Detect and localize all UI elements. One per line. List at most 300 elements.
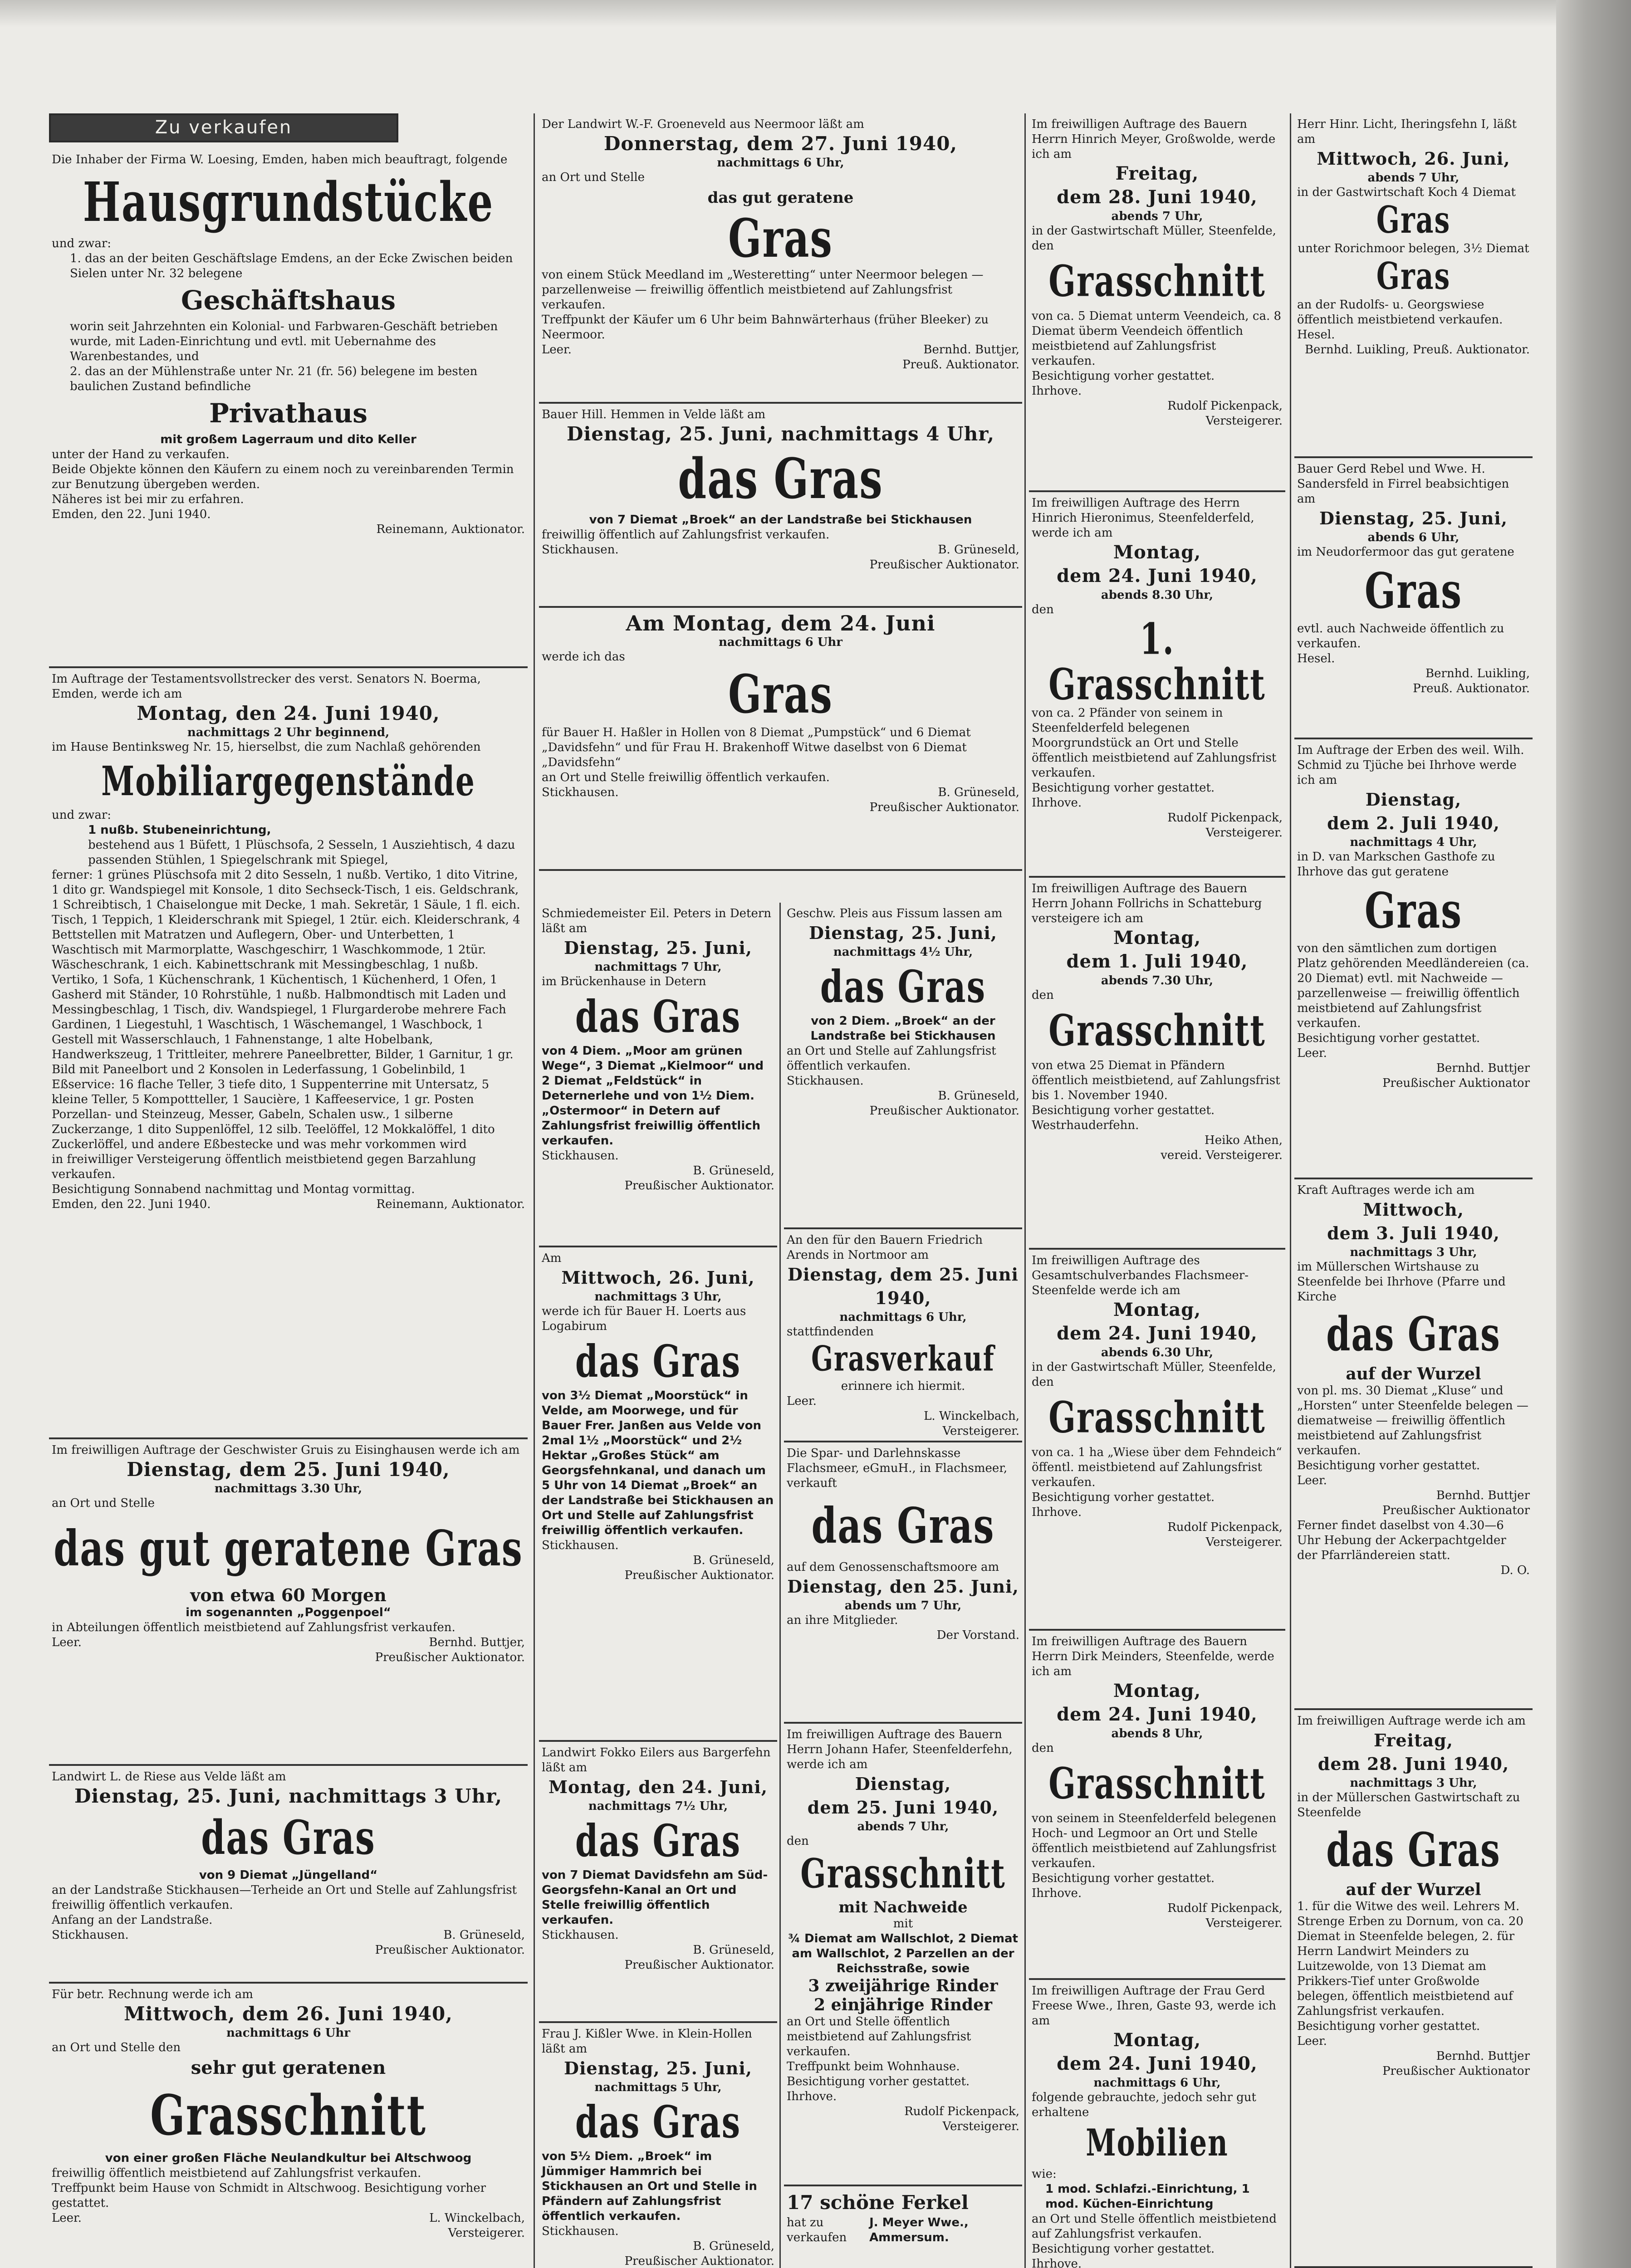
- ad-signature-title: Versteigerer.: [942, 1424, 1019, 1438]
- ad-intro: Herr Hinr. Licht, Iheringsfehn I, läßt am: [1297, 117, 1517, 146]
- ad-signature: Rudolf Pickenpack,: [1167, 811, 1283, 825]
- ad-place: im Hause Bentinksweg Nr. 15, hierselbst, die zum Nachlaß gehörenden: [52, 740, 481, 754]
- ad-signature: L. Winckelbach,: [924, 1409, 1019, 1423]
- ad-signature: Bernhd. Buttjer: [1436, 1488, 1530, 1502]
- ad-text: freiwillig öffentlich auf Zahlungsfrist verkaufen.: [542, 528, 830, 542]
- ad-subheadline: unter Rorichmoor belegen, 3½ Diemat: [1298, 242, 1529, 255]
- ad-location: Leer.: [787, 1394, 817, 1408]
- ad-text: von einem Stück Meedland im „Westeretting“ unter Neermoor belegen — parzellenweise — freiwillig öffentlich meistbietend auf Zahlungsfrist verkaufen.: [542, 268, 984, 312]
- ad-place: in der Gastwirtschaft Koch 4 Diemat: [1297, 186, 1516, 199]
- ad-headline: Gras: [728, 208, 833, 270]
- ad-intro: Landwirt L. de Riese aus Velde läßt am: [52, 1770, 286, 1784]
- ad-item: bestehend aus 1 Büfett, 1 Plüschsofa, 2 Sesseln, 1 Ausziehtisch, 4 dazu passenden Stühlen, 1 Spiegelschrank mit Spiegel,: [88, 838, 515, 867]
- ad-place: im Brückenhause in Detern: [542, 975, 706, 988]
- ad-place: den: [1032, 1741, 1054, 1755]
- ad-place: an Ort und Stelle: [52, 1496, 155, 1510]
- ad-date-2: dem 24. Juni 1940,: [1057, 2053, 1258, 2074]
- ad-mobilien-freese: [1029, 1980, 1285, 2268]
- ad-time: nachmittags 4½ Uhr,: [833, 945, 973, 959]
- ad-text: von pl. ms. 30 Diemat „Kluse“ und „Horsten“ unter Steenfelde belegen — diematweise — freiwillig öffentlich meistbietend auf Zahlungsfrist verkaufen.: [1297, 1383, 1528, 1457]
- ad-time: nachmittags 3 Uhr,: [1350, 1246, 1477, 1259]
- ad-text: Besichtigung vorher gestattet.: [1297, 1458, 1480, 1472]
- ad-text: in freiwilliger Versteigerung öffentlich meistbietend gegen Barzahlung verkaufen.: [52, 1153, 476, 1182]
- ad-signature: B. Grüneseld,: [693, 1163, 774, 1178]
- ad-grasverkauf-arends: [784, 1229, 1022, 1442]
- ad-grasschnitt-hafer: [784, 1724, 1022, 2186]
- ad-time: abends 7 Uhr,: [1111, 210, 1203, 223]
- column-rule: [1290, 113, 1291, 2268]
- column-rule: [534, 113, 535, 2268]
- ad-headline: das Gras: [201, 1810, 376, 1865]
- ad-date-2: dem 24. Juni 1940,: [1057, 565, 1258, 587]
- ad-signature-title: Preußischer Auktionator.: [375, 1651, 525, 1664]
- ad-location: Stickhausen.: [542, 1538, 619, 1552]
- ad-signature-title: Preußischer Auktionator.: [624, 1568, 774, 1582]
- ad-time: abends 6.30 Uhr,: [1101, 1346, 1214, 1359]
- ad-signature: Bernhd. Buttjer: [1436, 1061, 1530, 1075]
- ad-location: Stickhausen.: [542, 1149, 619, 1163]
- ad-location: Ihrhove.: [787, 2090, 837, 2104]
- ad-headline: das Gras: [575, 1335, 741, 1387]
- ad-place: im Müllerschen Wirtshause zu Steenfelde bei Ihrhove (Pfarre und Kirche: [1297, 1260, 1506, 1304]
- ad-text: Am: [542, 1251, 562, 1265]
- ad-date: Montag,: [1113, 927, 1201, 948]
- ad-date-2: dem 24. Juni 1940,: [1057, 1704, 1258, 1725]
- ad-signature: B. Grüneseld,: [693, 2239, 774, 2253]
- ad-intro: Bauer Gerd Rebel und Wwe. H. Sandersfeld in Firrel beabsichtigen am: [1297, 462, 1509, 506]
- ad-mobiliar: [49, 668, 528, 1439]
- ad-grasschnitt-hieronimus: [1029, 492, 1285, 878]
- ad-date-2: dem 28. Juni 1940,: [1318, 1754, 1509, 1774]
- ad-signature: B. Grüneseld,: [693, 1943, 774, 1957]
- ad-signature: B. Grüneseld,: [443, 1928, 525, 1942]
- ad-item-desc: mit großem Lagerraum und dito Keller: [160, 433, 416, 447]
- ad-intro: Im freiwilligen Auftrage des Herrn Hinrich Hieronimus, Steenfelderfeld, werde ich am: [1032, 496, 1254, 540]
- ad-place: auf dem Genossenschaftsmoore am: [787, 1560, 999, 1574]
- ad-dateline: Emden, den 22. Juni 1940.: [52, 508, 211, 522]
- ad-date: Montag,: [1113, 1299, 1201, 1320]
- ad-headline: das Gras: [678, 446, 883, 512]
- section-title: Zu verkaufen: [155, 117, 293, 138]
- ad-date-2: dem 24. Juni 1940,: [1057, 1323, 1258, 1344]
- ad-text: Besichtigung vorher gestattet.: [1032, 2242, 1215, 2256]
- ad-grasschnitt-schulverband: [1029, 1250, 1285, 1631]
- ad-headline: Grasschnitt: [800, 1849, 1006, 1897]
- ad-text: von 4 Diem. „Moor am grünen Wege“, 3 Diemat „Kielmoor“ und 2 Diemat „Feldstück“ in Deternerlehe und von 1½ Diem. „Ostermoor“ in Detern auf Zahlungsfrist freiwillig öffentlich verkaufen.: [542, 1044, 764, 1148]
- ad-item: 1 nußb. Stubeneinrichtung,: [88, 823, 271, 837]
- ad-headline: Grasschnitt: [1048, 1758, 1266, 1809]
- ad-text: wie:: [1032, 2167, 1057, 2181]
- ad-subheadline: von einer großen Fläche Neulandkultur bei Altschwoog: [105, 2151, 472, 2165]
- ad-signature: Heiko Athen,: [1205, 1133, 1283, 1147]
- ad-headline: 17 schöne Ferkel: [787, 2191, 969, 2214]
- ad-text: von ca. 1 ha „Wiese über dem Fehndeich“ öffentl. meistbietend auf Zahlungsfrist verkaufen.: [1032, 1445, 1282, 1489]
- ad-signature-title: Versteigerer.: [1205, 1535, 1283, 1549]
- ad-date: Freitag,: [1115, 163, 1199, 184]
- ad-date: Mittwoch, 26. Juni,: [1317, 148, 1510, 169]
- ad-time: nachmittags 5 Uhr,: [594, 2081, 722, 2094]
- column-2b: [784, 903, 1022, 2268]
- ad-headline: Grasschnitt: [1048, 255, 1266, 307]
- ad-date: Dienstag, 25. Juni,: [563, 2058, 753, 2078]
- ad-text: an der Landstraße Stickhausen—Terheide an Ort und Stelle auf Zahlungsfrist freiwillig öffentlich verkaufen.: [52, 1883, 517, 1912]
- ad-gras-kissler: [539, 2023, 777, 2268]
- ad-signature-title: Preußischer Auktionator: [1382, 2064, 1530, 2078]
- ad-date: Mittwoch, dem 26. Juni 1940,: [124, 2003, 453, 2025]
- ad-headline: Mobilien: [1086, 2121, 1229, 2165]
- ad-time: nachmittags 6 Uhr: [226, 2026, 351, 2040]
- ad-signature-title: Versteigerer.: [1205, 414, 1283, 428]
- ad-date: Dienstag, 25. Juni, nachmittags 3 Uhr,: [74, 1785, 502, 1807]
- ad-ferkel: [784, 2186, 1022, 2259]
- ad-intro: Im freiwilligen Auftrage des Bauern Herrn Johann Hafer, Steenfelderfehn, werde ich am: [787, 1728, 1013, 1771]
- ad-intro: Die Inhaber der Firma W. Loesing, Emden, haben mich beauftragt, folgende: [52, 153, 508, 166]
- ad-signature: B. Grüneseld,: [938, 786, 1019, 800]
- ad-time: nachmittags 3 Uhr,: [1350, 1776, 1477, 1790]
- ad-signature-title: Versteigerer.: [1205, 826, 1283, 840]
- ad-gras-licht: [1294, 113, 1533, 458]
- ad-location: Leer.: [52, 2211, 82, 2225]
- ad-place: an Ort und Stelle: [542, 171, 645, 184]
- ad-text: von etwa 25 Diemat in Pfändern öffentlich meistbietend, auf Zahlungsfrist bis 1. November 1940.: [1032, 1058, 1280, 1102]
- ad-place: stattfindenden: [787, 1325, 874, 1339]
- ad-time: nachmittags 6 Uhr,: [839, 1310, 967, 1324]
- ad-place: folgende gebrauchte, jedoch sehr gut erhaltene: [1032, 2091, 1257, 2119]
- ad-gras-eilers: [539, 1742, 777, 2023]
- ad-intro: Frau J. Kißler Wwe. in Klein-Hollen läßt am: [542, 2027, 752, 2056]
- ad-time: abends 8.30 Uhr,: [1101, 588, 1214, 602]
- ad-signature-title: Preußischer Auktionator.: [624, 1958, 774, 1972]
- ad-location: Westrhauderfehn.: [1032, 1118, 1139, 1132]
- ad-date: Dienstag, dem 25. Juni 1940,: [788, 1264, 1019, 1308]
- ad-place: in der Gastwirtschaft Müller, Steenfelde, den: [1032, 224, 1276, 253]
- ad-gras-sparkasse: [784, 1442, 1022, 1724]
- ad-time: nachmittags 4 Uhr,: [1350, 836, 1477, 849]
- ad-location: Ihrhove.: [1032, 1505, 1082, 1519]
- ad-gras-hollen: [539, 608, 1022, 871]
- ad-headline: das Gras: [575, 2096, 741, 2148]
- ad-gras-wurzel-steenfelde: [1294, 1179, 1533, 1710]
- ad-signature-title: Preuß. Auktionator.: [902, 358, 1019, 372]
- ad-text: von 5½ Diem. „Broek“ im Jümmiger Hammrich bei Stickhausen an Ort und Stelle in Pfändern auf Zahlungsfrist öffentlich verkaufen.: [542, 2149, 757, 2223]
- ad-signature-title: Preußischer Auktionator: [1382, 1503, 1530, 1517]
- ad-subheadline: im sogenannten „Poggenpoel“: [186, 1606, 391, 1619]
- ad-time: nachmittags 7 Uhr,: [594, 960, 722, 974]
- column-3: [1029, 113, 1285, 2268]
- ad-headline: 1. Grasschnitt: [1048, 613, 1266, 709]
- column-4: [1294, 113, 1533, 2268]
- ad-gras-velde: [49, 1766, 528, 1984]
- ad-location: Ihrhove.: [1032, 2257, 1082, 2268]
- ad-place: in D. van Markschen Gasthofe zu Ihrhove das gut geratene: [1297, 850, 1495, 879]
- ad-subheadline: von 2 Diem. „Broek“ an der Landstraße bei Stickhausen: [810, 1014, 996, 1043]
- ad-text: unter der Hand zu verkaufen.: [52, 448, 230, 462]
- ad-signature-title: vereid. Versteigerer.: [1161, 1148, 1283, 1162]
- ad-intro: Im freiwilligen Auftrage des Bauern Herrn Dirk Meinders, Steenfelde, werde ich am: [1032, 1635, 1274, 1678]
- ad-intro: Im freiwilligen Auftrage der Geschwister Gruis zu Eisinghausen werde ich am: [52, 1443, 520, 1457]
- ad-place: den: [1032, 988, 1054, 1002]
- ad-signature: Rudolf Pickenpack,: [1167, 1520, 1283, 1534]
- ad-date: Montag, den 24. Juni 1940,: [137, 702, 440, 724]
- ad-grasschnitt-altschwoog: [49, 1984, 528, 2265]
- ad-signature-title: Preußischer Auktionator.: [624, 2254, 774, 2268]
- ad-signature-title: Preußischer Auktionator.: [869, 801, 1019, 815]
- ad-time: abends 7 Uhr,: [857, 1820, 949, 1833]
- ad-gras-peters: [539, 903, 777, 1247]
- ad-subheadline: sehr gut geratenen: [191, 2057, 386, 2078]
- ad-time: nachmittags 2 Uhr beginnend,: [187, 726, 390, 739]
- ad-date: Donnerstag, dem 27. Juni 1940,: [603, 132, 958, 155]
- ad-signature-title: Preußischer Auktionator.: [375, 1943, 525, 1957]
- ad-text: erinnere ich hiermit.: [841, 1379, 965, 1393]
- ad-subheadline: 3 zweijährige Rinder: [808, 1976, 998, 1996]
- ad-signature-title: Preußischer Auktionator: [1382, 1076, 1530, 1090]
- ad-text: Besichtigung vorher gestattet.: [1032, 781, 1215, 795]
- page-binding-edge: [1556, 0, 1631, 2268]
- ad-location: Ihrhove.: [1032, 796, 1082, 810]
- ad-date: Freitag,: [1374, 1730, 1453, 1750]
- ad-text: und zwar:: [52, 237, 112, 251]
- ad-intro: Im freiwilligen Auftrage des Gesamtschulverbandes Flachsmeer-Steenfelde werde ich am: [1032, 1254, 1249, 1297]
- ad-headline-2: Gras: [1376, 255, 1451, 298]
- ad-headline: Grasschnitt: [1048, 1005, 1266, 1056]
- ad-item-list: ferner: 1 grünes Plüschsofa mit 2 dito Sesseln, 1 nußb. Vertiko, 1 dito Vitrine, 1 dito gr. Wandspiegel mit Konsole, 1 dito Sechseck-Tisch, 1 eis. Geldschrank, 1 Schreibtisch, 1 Chaiselongue mit Decke, 1 mah. Sekretär, 1 Säule, 1 fl. eich. Tisch, 1 Teppich, 1 Kleiderschrank mit Spiegel, 1 2tür. eich. Kleiderschrank, 4 Bettstellen mit Matratzen und Auflegern, Ober- und Unterbetten, 1 Waschtisch mit Marmorplatte, Waschgeschirr, 1 Waschkommode, 1 2tür. Wäscheschrank, 1 eich. Kabinettschrank mit Messingbeschlag, 1 nußb. Vertiko, 1 Sofa, 1 Küchenschrank, 1 Küchentisch, 1 Küchenherd, 1 Ofen, 1 Gasherd mit Ständer, 10 Rohrstühle, 1 nußb. Halbmondtisch mit Laden und Messingbeschlag, 1 Tisch, div. Wandspiegel, 1 Flurgarderobe mehrere Fach Gardinen, 1 Liegestuhl, 1 Waschtisch, 1 Wäschemangel, 1 Waschbock, 1 Gestell mit Wasserschlauch, 1 Fahnenstange, 1 alte Hobelbank, Handwerkszeug, 1 Trittleiter, mehrere Paneelbretter, Bilder, 1 Garnitur, 1 gr. Bild mit Paneelbort und 2 Konsolen in Lederfassung, 1 Gobelinbild, 1 Eßservice: 16 flache Teller, 3 tiefe dito, 1 Suppenterrine mit Untersatz, 5 kleine Teller, 5 Kompottteller, 1 Saucière, 1 Kaffeeservice, 1 gr. Posten Porzellan- und Steinzeug, Messer, Gabeln, Schalen usw., 1 silberne Zuckerzange, 1 dito Suppenlöffel, 12 silb. Teelöffel, 12 Mokkalöffel, 1 dito Zuckerlöffel, und andere Eßbestecke und was mehr vorkommen wird: [52, 868, 520, 1152]
- ad-location: Hesel.: [1297, 328, 1335, 342]
- ad-date-2: dem 28. Juni 1940,: [1057, 186, 1258, 208]
- ad-headline: Hausgrundstücke: [83, 170, 494, 234]
- ad-gras-pleis: [784, 903, 1022, 1229]
- ad-headline: Gras: [728, 664, 833, 726]
- ad-intro: Die Spar- und Darlehnskasse Flachsmeer, eGmuH., in Flachsmeer, verkauft: [787, 1447, 1008, 1490]
- ad-text: von ca. 5 Diemat unterm Veendeich, ca. 8 Diemat überm Veendeich öffentlich meistbietend auf Zahlungsfrist verkaufen.: [1032, 309, 1282, 368]
- ad-location: Hesel.: [1297, 652, 1335, 665]
- ad-time: nachmittags 6 Uhr,: [1093, 2076, 1221, 2090]
- ad-text: von ca. 2 Pfänder von seinem in Steenfelderfeld belegenen Moorgrundstück an Ort und Stelle öffentlich meistbietend auf Zahlungsfrist verkaufen.: [1032, 706, 1277, 780]
- ad-text: Besichtigung vorher gestattet.: [1032, 1871, 1215, 1885]
- ad-headline: Gras: [1364, 562, 1463, 620]
- ad-time: nachmittags 6 Uhr: [718, 635, 843, 649]
- ad-subheadline: von 9 Diemat „Jüngelland“: [199, 1868, 378, 1882]
- ad-text: Besichtigung Sonnabend nachmittag und Montag vormittag.: [52, 1183, 415, 1197]
- section-banner: [49, 113, 398, 142]
- ad-subheadline: das gut geratene: [707, 189, 854, 207]
- ad-location: Leer.: [542, 343, 572, 357]
- ad-date: Dienstag, 25. Juni, nachmittags 4 Uhr,: [567, 423, 994, 445]
- ad-signature-title: Preußischer Auktionator.: [869, 557, 1019, 572]
- ad-note: Ferner findet daselbst von 4.30—6 Uhr Hebung der Ackerpachtgelder der Pfarrländereien statt.: [1297, 1518, 1506, 1562]
- ad-intro: An den für den Bauern Friedrich Arends in Nortmoor am: [787, 1233, 983, 1262]
- ad-text: hat zu verkaufen: [787, 2216, 847, 2244]
- ad-location: Leer.: [1297, 1473, 1327, 1487]
- ad-place: den: [1032, 603, 1054, 616]
- ad-date-2: dem 3. Juli 1940,: [1327, 1223, 1500, 1243]
- ad-signature: Bernhd. Buttjer,: [923, 343, 1019, 357]
- ad-signature: Bernhd. Luikling, Preuß. Auktionator.: [1304, 343, 1530, 357]
- ad-text: Anfang an der Landstraße.: [52, 1913, 213, 1927]
- ad-text: freiwillig öffentlich meistbietend auf Zahlungsfrist verkaufen.: [52, 2166, 421, 2180]
- ad-location: Ihrhove.: [1032, 384, 1082, 398]
- page-top-shadow: [0, 0, 1631, 27]
- ad-headline: das gut geratene Gras: [54, 1519, 523, 1577]
- ad-grasschnitt-meinders: [1029, 1631, 1285, 1980]
- ad-date: Dienstag, 25. Juni,: [808, 923, 998, 943]
- ad-date: Dienstag, 25. Juni,: [1319, 508, 1508, 528]
- ad-date: Montag,: [1113, 542, 1201, 563]
- ad-intro: werde ich für Bauer H. Loerts aus Logabirum: [542, 1305, 746, 1333]
- ad-date-2: dem 1. Juli 1940,: [1066, 951, 1248, 972]
- ad-text: von den sämtlichen zum dortigen Platz gehörenden Meedländereien (ca. 20 Diemat) evtl. mit Nachweide — parzellenweise — freiwillig öffentlich meistbietend auf Zahlungsfrist verkaufen.: [1297, 942, 1529, 1030]
- ad-items: ¾ Diemat am Wallschlot, 2 Diemat am Wallschlot, 2 Parzellen an der Reichsstraße, sowie: [788, 1932, 1018, 1976]
- ad-date: Am Montag, dem 24. Juni: [626, 611, 935, 635]
- column-2-top: [539, 113, 1022, 885]
- column-rule: [1024, 113, 1026, 2268]
- ad-signature-title: Preuß. Auktionator.: [1413, 682, 1530, 695]
- ad-headline: das Gras: [1326, 1823, 1501, 1877]
- ad-text: evtl. auch Nachweide öffentlich zu verkaufen.: [1297, 622, 1504, 650]
- ad-text: Näheres ist bei mir zu erfahren.: [52, 493, 244, 507]
- ad-intro: Landwirt Fokko Eilers aus Bargerfehn läßt am: [542, 1746, 771, 1774]
- ad-intro: Im Auftrage der Erben des weil. Wilh. Schmid zu Tjüche bei Ihrhove werde ich am: [1297, 743, 1524, 787]
- ad-time: abends 6 Uhr,: [1367, 531, 1460, 544]
- ad-signature: Bernhd. Luikling,: [1425, 667, 1530, 680]
- ad-date: Dienstag, den 25. Juni,: [787, 1576, 1019, 1597]
- column-rule: [779, 903, 781, 2268]
- ad-intro: Bauer Hill. Hemmen in Velde läßt am: [542, 408, 766, 421]
- column-1: [49, 113, 528, 2268]
- ad-signature: Reinemann, Auktionator.: [376, 1198, 525, 1212]
- ad-headline: Grasschnitt: [1048, 1392, 1266, 1443]
- ad-intro: Schmiedemeister Eil. Peters in Detern läßt am: [542, 907, 772, 935]
- ad-headline: Mobiliargegenstände: [101, 757, 475, 805]
- ad-signature-title: Versteigerer.: [942, 2120, 1019, 2134]
- ad-items: 1 mod. Schlafzi.-Einrichtung, 1 mod. Küchen-Einrichtung: [1045, 2182, 1250, 2211]
- ad-date: Mittwoch,: [1363, 1199, 1464, 1220]
- ad-date: Dienstag, 25. Juni,: [563, 938, 753, 958]
- ad-time: nachmittags 3.30 Uhr,: [214, 1482, 362, 1496]
- ad-time: abends 7.30 Uhr,: [1101, 974, 1214, 987]
- ad-location: Stickhausen.: [542, 2224, 619, 2238]
- ad-text: an ihre Mitglieder.: [787, 1613, 898, 1627]
- ad-place: im Neudorfermoor das gut geratene: [1297, 545, 1514, 559]
- ad-text: an der Rudolfs- u. Georgswiese öffentlich meistbietend verkaufen.: [1297, 298, 1503, 327]
- ad-subheadline: auf der Wurzel: [1346, 1880, 1481, 1899]
- ad-signature-title: Preußischer Auktionator.: [869, 1104, 1019, 1118]
- ad-headline: das Gras: [575, 990, 741, 1042]
- ad-text: von 3½ Diemat „Moorstück“ in Velde, am Moorwege, und für Bauer Frer. Janßen aus Velde von 2mal 1½ „Moorstück“ und 2½ Hektar „Großes Stück“ am Georgsfehnkanal, und danach um 5 Uhr von 14 Diemat „Broek“ an der Landstraße bei Stickhausen an Ort und Stelle auf Zahlungsfrist freiwillig öffentlich verkaufen.: [542, 1388, 774, 1537]
- ad-text: mit: [893, 1917, 913, 1931]
- ad-text: 1. für die Witwe des weil. Lehrers M. Strenge Erben zu Dornum, von ca. 20 Diemat in Steenfelde belegen, 2. für Herrn Landwirt Meinders zu Luitzewolde, von 13 Diemat am Prikkers-Tief unter Großwolde belegen, öffentlich meistbietend auf Zahlungsfrist verkaufen.: [1297, 1899, 1523, 2018]
- ad-intro: Im freiwilligen Auftrage werde ich am: [1297, 1714, 1526, 1728]
- ad-signature-title: Preußischer Auktionator.: [624, 1178, 774, 1193]
- ad-signature: Reinemann, Auktionator.: [376, 523, 525, 537]
- ad-item: 1. das an der beiten Geschäftslage Emdens, an der Ecke Zwischen beiden Sielen unter Nr. 32 belegene: [70, 252, 513, 281]
- ad-headline: Grasverkauf: [811, 1339, 995, 1379]
- ad-gras-eisinghausen: [49, 1439, 528, 1766]
- ad-note-signature: D. O.: [1500, 1563, 1530, 1577]
- ad-subheadline: Geschäftshaus: [181, 285, 396, 316]
- ad-intro: Kraft Auftrages werde ich am: [1297, 1183, 1475, 1197]
- ad-location: Leer.: [1297, 1046, 1327, 1060]
- ad-gras-hemmen: [539, 404, 1022, 608]
- ad-date-2: dem 25. Juni 1940,: [807, 1797, 999, 1818]
- ad-time: nachmittags 6 Uhr,: [717, 156, 844, 170]
- ad-gras-schmid: [1294, 739, 1533, 1179]
- ad-headline: Grasschnitt: [150, 2083, 426, 2148]
- ad-intro: Für betr. Rechnung werde ich am: [52, 1988, 253, 2001]
- ad-text: für Bauer H. Haßler in Hollen von 8 Diemat „Pumpstück“ und 6 Diemat „Davidsfehn“ und für Frau H. Brakenhoff Witwe daselbst von 6 Diemat „Davidsfehn“: [542, 726, 971, 770]
- ad-intro: Geschw. Pleis aus Fissum lassen am: [787, 907, 1003, 920]
- ad-signature: B. Grüneseld,: [938, 1089, 1019, 1103]
- ad-text: von seinem in Steenfelderfeld belegenen Hoch- und Legmoor an Ort und Stelle öffentlich meistbietend auf Zahlungsfrist verkaufen.: [1032, 1811, 1277, 1870]
- ad-intro: Im freiwilligen Auftrage des Bauern Herrn Johann Follrichs in Schatteburg versteigere ich am: [1032, 882, 1262, 925]
- ad-text: Besichtigung vorher gestattet.: [1032, 1490, 1215, 1504]
- ad-time: nachmittags 7½ Uhr,: [588, 1799, 728, 1813]
- ad-text: in Abteilungen öffentlich meistbietend auf Zahlungsfrist verkaufen.: [52, 1621, 456, 1634]
- ad-text: Treffpunkt beim Hause von Schmidt in Altschwoog. Besichtigung vorher gestattet.: [52, 2181, 486, 2210]
- ad-text: an Ort und Stelle öffentlich meistbietend auf Zahlungsfrist verkaufen.: [1032, 2212, 1277, 2241]
- ad-location: Ihrhove.: [1032, 1886, 1082, 1900]
- ad-location: Stickhausen.: [787, 1074, 864, 1088]
- ad-headline: Gras: [1364, 881, 1463, 939]
- ad-signature: Bernhd. Buttjer,: [429, 1636, 525, 1649]
- ad-signature: B. Grüneseld,: [938, 543, 1019, 557]
- ad-subheadline: 2 einjährige Rinder: [814, 1995, 992, 2015]
- ad-place: in der Müllerschen Gastwirtschaft zu Steenfelde: [1297, 1791, 1520, 1819]
- ad-location: Stickhausen.: [542, 543, 619, 557]
- ad-time: abends 7 Uhr,: [1367, 171, 1460, 185]
- ad-intro: Im freiwilligen Auftrage des Bauern Herrn Hinrich Meyer, Großwolde, werde ich am: [1032, 117, 1276, 161]
- ad-text: Besichtigung vorher gestattet.: [1297, 2019, 1480, 2033]
- ad-date: Dienstag,: [855, 1774, 951, 1794]
- ad-date: Mittwoch, 26. Juni,: [561, 1267, 755, 1288]
- ad-intro: Der Landwirt W.-F. Groeneveld aus Neermoor läßt am: [542, 117, 864, 131]
- ad-place: an Ort und Stelle den: [52, 2041, 181, 2054]
- ad-text: an Ort und Stelle öffentlich meistbietend auf Zahlungsfrist verkaufen.: [787, 2015, 971, 2059]
- ad-grasschnitt-meyer: [1029, 113, 1285, 492]
- ad-time: abends 8 Uhr,: [1111, 1727, 1203, 1740]
- column-2a: [539, 903, 777, 2268]
- ad-date: Dienstag,: [1365, 789, 1462, 810]
- ad-date: Dienstag, dem 25. Juni 1940,: [127, 1458, 450, 1481]
- ad-headline: das Gras: [811, 1496, 995, 1554]
- ad-item: 2. das an der Mühlenstraße unter Nr. 21 (fr. 56) belegene im besten baulichen Zustand befindliche: [70, 365, 478, 394]
- ad-date-2: dem 2. Juli 1940,: [1327, 813, 1500, 833]
- ad-signature: L. Winckelbach,: [429, 2211, 525, 2225]
- ad-date: Montag,: [1113, 2029, 1201, 2051]
- ad-item-desc: worin seit Jahrzehnten ein Kolonial- und Farbwaren-Geschäft betrieben wurde, mit Laden-Einrichtung und evtl. mit Uebernahme des Warenbestandes, und: [70, 320, 498, 364]
- ad-signature: Rudolf Pickenpack,: [1167, 1901, 1283, 1915]
- ad-location: Stickhausen.: [542, 786, 619, 800]
- ad-intro: werde ich das: [542, 650, 625, 664]
- ad-place: an Ort und Stelle freiwillig öffentlich verkaufen.: [542, 771, 830, 785]
- ad-gras-loerts: [539, 1247, 777, 1742]
- ad-signature-title: Versteigerer.: [1205, 1916, 1283, 1930]
- ad-text: Besichtigung vorher gestattet.: [1032, 1103, 1215, 1117]
- ad-headline: das Gras: [1326, 1307, 1501, 1362]
- ad-text: Besichtigung vorher gestattet.: [1032, 369, 1215, 383]
- ad-headline: Gras: [1376, 199, 1451, 242]
- ad-signature: Der Vorstand.: [936, 1628, 1019, 1642]
- ad-location: Leer.: [1297, 2034, 1327, 2048]
- ad-text: an Ort und Stelle auf Zahlungsfrist öffentlich verkaufen.: [787, 1044, 996, 1073]
- ad-signature: Rudolf Pickenpack,: [1167, 399, 1283, 413]
- ad-subheadline: von etwa 60 Morgen: [190, 1585, 387, 1605]
- ad-hausgrundstuecke: [49, 149, 528, 668]
- ad-dateline: Emden, den 22. Juni 1940.: [52, 1198, 211, 1212]
- ad-text: Treffpunkt der Käufer um 6 Uhr beim Bahnwärterhaus (früher Bleeker) zu Neermoor.: [542, 313, 989, 342]
- newspaper-page: [49, 113, 1533, 2268]
- ad-signature: Rudolf Pickenpack,: [904, 2105, 1019, 2119]
